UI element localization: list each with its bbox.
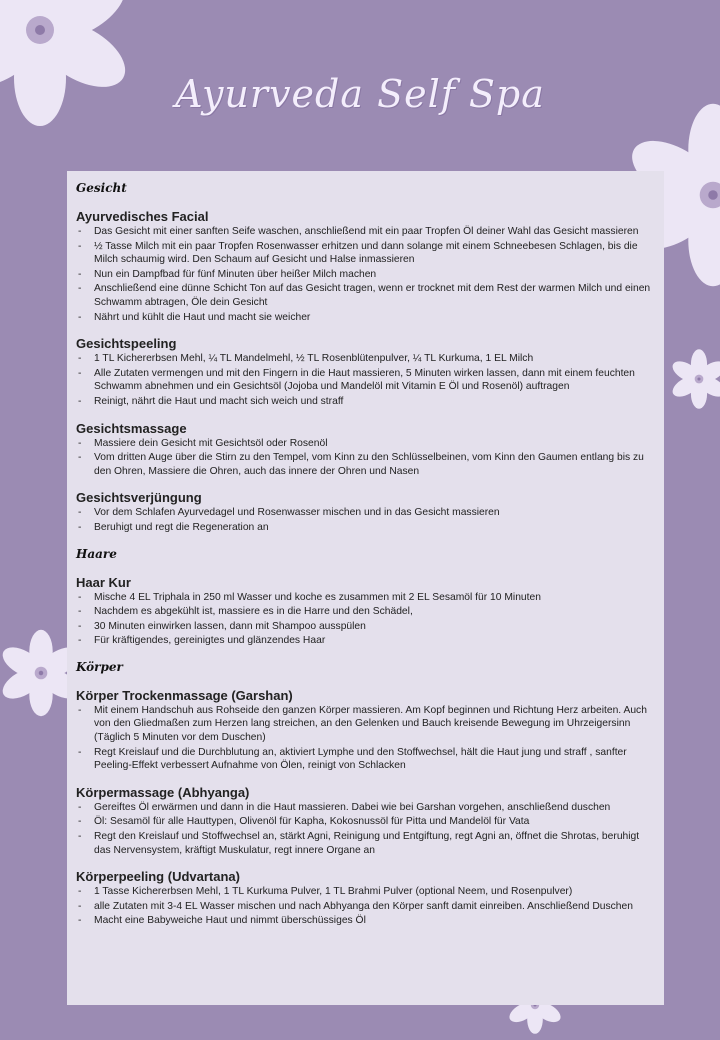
section	[76, 575, 656, 648]
bullet-item: - Nährt und kühlt die Haut und macht sie weicher	[76, 311, 656, 325]
bullet-item: - Öl: Sesamöl für alle Hauttypen, Olivenöl für Kapha, Kokosnussöl für Pitta und Mandelöl für Vata	[76, 815, 656, 829]
content-panel	[67, 171, 664, 1005]
section-heading: Gesichtsverjüngung	[76, 490, 202, 506]
bullet-item: - Reinigt, nährt die Haut und macht sich weich und straff	[76, 395, 656, 409]
bullet-list	[76, 704, 656, 773]
section-heading: Körper Trockenmassage (Garshan)	[76, 687, 293, 703]
bullet-list	[76, 591, 656, 648]
section-heading: Gesichtspeeling	[76, 336, 177, 352]
bullet-item: - Alle Zutaten vermengen und mit den Fingern in die Haut massieren, 5 Minuten wirken lassen, dann mit einem feuchten Schwamm abnehmen und ein Gesichtsöl (Jojoba und Mandelöl mit Vitamin E Öl und Rosenöl) auftragen	[76, 367, 656, 394]
bullet-list	[76, 506, 656, 534]
bullet-item: - Gereiftes Öl erwärmen und dann in die Haut massieren. Dabei wie bei Garshan vorgehen, anschließend duschen	[76, 801, 656, 815]
bullet-list	[76, 801, 656, 857]
bullet-list	[76, 225, 656, 324]
bullet-list	[76, 352, 656, 408]
bullet-list	[76, 437, 656, 479]
bullet-item: - Anschließend eine dünne Schicht Ton auf das Gesicht tragen, wenn er trocknet mit dem Rest der warmen Milch und einen Schwamm abtragen, Öle dein Gesicht	[76, 282, 656, 309]
bullet-item: - Vom dritten Auge über die Stirn zu den Tempel, vom Kinn zu den Schlüsselbeinen, vom Kinn den Gaumen entlang bis zu den Ohren, Massiere die Ohren, auch das innere der Ohren und Nasen	[76, 451, 656, 478]
bullet-item: - Vor dem Schlafen Ayurvedagel und Rosenwasser mischen und in das Gesicht massieren	[76, 506, 656, 520]
section-heading: Körperpeeling (Udvartana)	[76, 869, 240, 885]
bullet-item: - Mit einem Handschuh aus Rohseide den ganzen Körper massieren. Am Kopf beginnen und Richtung Herz arbeiten. Auch von den Gliedmaßen zum Herzen lang streichen, an den Gelenken und Bauch kreisende Bewegung im Uhrzeigersinn (Täglich 5 Minuten vor dem Duschen)	[76, 704, 656, 745]
bullet-item: - Beruhigt und regt die Regeneration an	[76, 521, 656, 535]
bullet-item: - Nun ein Dampfbad für fünf Minuten über heißer Milch machen	[76, 268, 656, 282]
bullet-item: - Für kräftigendes, gereinigtes und glänzendes Haar	[76, 634, 656, 648]
bullet-item: - Regt den Kreislauf und Stoffwechsel an, stärkt Agni, Reinigung und Entgiftung, regt Agni an, öffnet die Shrotas, beruhigt das Nervensystem, kräftigt Muskulatur, regt innere Organe an	[76, 830, 656, 857]
section	[76, 869, 656, 928]
section	[76, 785, 656, 857]
bullet-list	[76, 885, 656, 928]
section-heading: Körpermassage (Abhyanga)	[76, 784, 250, 800]
section	[76, 421, 656, 479]
bullet-item: - 1 TL Kichererbsen Mehl, ¼ TL Mandelmehl, ½ TL Rosenblütenpulver, ¼ TL Kurkuma, 1 EL Milch	[76, 352, 656, 366]
section	[76, 688, 656, 773]
section-heading: Gesichtsmassage	[76, 420, 187, 436]
bullet-item: - Macht eine Babyweiche Haut und nimmt überschüssiges Öl	[76, 914, 656, 928]
bullet-item: - alle Zutaten mit 3-4 EL Wasser mischen und nach Abhyanga den Körper sanft damit einreiben. Anschließend Duschen	[76, 900, 656, 914]
section-heading: Haar Kur	[76, 574, 131, 590]
bullet-item: - Das Gesicht mit einer sanften Seife waschen, anschließend mit ein paar Tropfen Öl deiner Wahl das Gesicht massieren	[76, 225, 656, 239]
category-heading: Haare	[76, 546, 117, 561]
bullet-item: - Mische 4 EL Triphala in 250 ml Wasser und koche es zusammen mit 2 EL Sesamöl für 10 Minuten	[76, 591, 656, 605]
section	[76, 336, 656, 408]
bullet-item: - Regt Kreislauf und die Durchblutung an, aktiviert Lymphe und den Stoffwechsel, hält die Haut jung und straff , sanfter Peeling-Effekt verbessert Aufnahme von Ölen, reinigt von Schlacken	[76, 746, 656, 773]
bullet-item: - Massiere dein Gesicht mit Gesichtsöl oder Rosenöl	[76, 437, 656, 451]
category-heading: Gesicht	[76, 181, 127, 195]
bullet-item: - ½ Tasse Milch mit ein paar Tropfen Rosenwasser erhitzen und dann solange mit einem Schneebesen Schlagen, bis die Milch schaumig wird. Den Schaum auf Gesicht und Halse inmassieren	[76, 240, 656, 267]
page-title: Ayurveda Self Spa	[175, 72, 545, 116]
bullet-item: - Nachdem es abgekühlt ist, massiere es in die Harre und den Schädel,	[76, 605, 656, 619]
category-heading: Körper	[76, 659, 123, 674]
bullet-item: - 30 Minuten einwirken lassen, dann mit Shampoo ausspülen	[76, 620, 656, 634]
bullet-item: - 1 Tasse Kichererbsen Mehl, 1 TL Kurkuma Pulver, 1 TL Brahmi Pulver (optional Neem, und Rosenpulver)	[76, 885, 656, 899]
section-heading: Ayurvedisches Facial	[76, 209, 209, 224]
section	[76, 209, 656, 324]
flower-decoration-right-small	[668, 348, 720, 410]
section	[76, 490, 656, 534]
